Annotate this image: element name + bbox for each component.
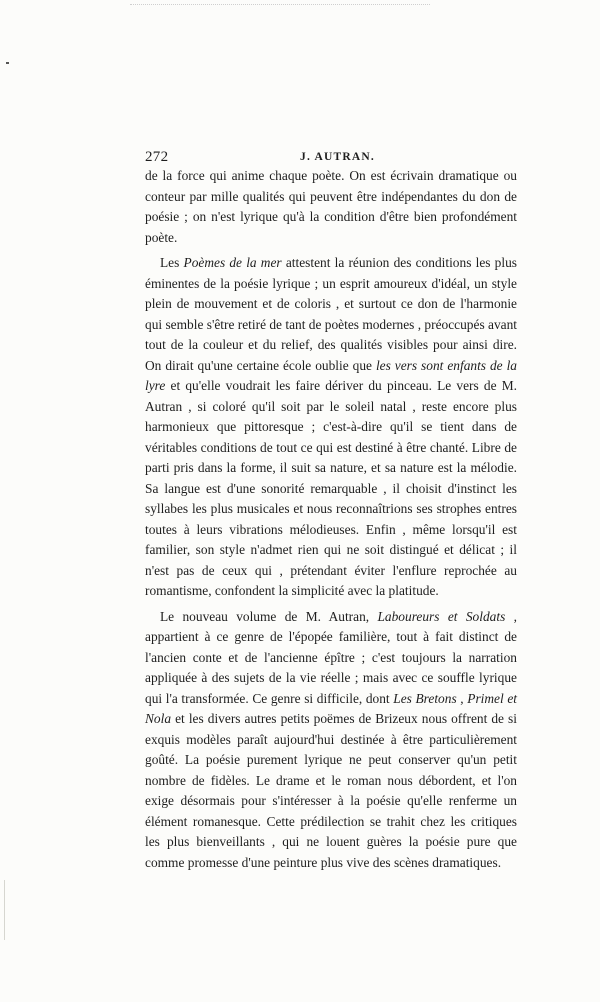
scan-mark [6, 62, 9, 64]
text-run: , appartient à ce genre de l'épopée familière, tout à fait distinct de l'ancien conte et de l'ancienne épître ; c'est toujours la narration appliquée à des sujets de la vie réelle ; mais avec ce souffle lyrique qui l'a transformée. Ce genre si difficile, dont [145, 608, 517, 706]
running-title: J. AUTRAN. [300, 151, 375, 163]
italic-title: Primel et Nola [145, 690, 517, 726]
page-header [145, 149, 517, 167]
italic-title: Les Bretons [393, 690, 457, 706]
paragraph-2 [145, 253, 517, 602]
text-run: et qu'elle voudrait les faire dériver du pinceau. Le vers de M. Autran , si coloré qu'il soit par le soleil natal , reste encore plus harmonieux que pittoresque ; c'est-à-dire qu'il se tient dans de véritables conditions de tout ce qui est destiné à être chanté. Libre de parti pris dans la forme, il suit sa nature, et sa nature est la mélodie. Sa langue est d'une sonorité remarquable , il choisit d'instinct les syllabes les plus musicales et nous reconnaîtrions ses strophes entres toutes à leurs vibrations mélodieuses. Enfin , même lorsqu'il est familier, son style n'admet rien qui ne soit distingué et délicat ; il n'est pas de ceux qui , prétendant éviter l'enflure reprochée au romantisme, confondent la simplicité avec la platitude. [145, 378, 517, 598]
text-run: Les [160, 255, 184, 270]
italic-quote: les vers sont enfants de la lyre [145, 357, 517, 393]
italic-title: Laboureurs et Soldats [377, 608, 506, 624]
page-number: 272 [145, 149, 169, 165]
italic-title: Poèmes de la mer [183, 255, 282, 270]
page-edge [4, 880, 5, 940]
text-run: Le nouveau volume de M. Autran, [160, 608, 378, 624]
text-run: attestent la réunion des conditions les plus éminentes de la poésie lyrique ; un esprit amoureux d'idéal, un style plein de mouvement et de coloris , et surtout ce don de l'harmonie qui semble s'être retiré de tant de poètes modernes , préoccupés avant tout de la couleur et du relief, des qualités visibles pour ainsi dire. On dirait qu'une certaine école oublie que [145, 255, 517, 373]
paragraph-1: de la force qui anime chaque poète. On est écrivain dramatique ou conteur par mille qualités qui peuvent être indépendantes du don de poésie ; on n'est lyrique qu'à la condition d'être bien profondément poète. [145, 168, 517, 245]
paragraph-3 [145, 607, 517, 874]
text-run: et les divers autres petits poëmes de Brizeux nous offrent de si exquis modèles paraît aujourd'hui destinée à être particulièrement goûté. La poésie purement lyrique ne peut conserver qu'un petit nombre de fidèles. Le drame et le roman nous débordent, et l'on exige désormais pour s'intéresser à la poésie qu'elle renferme un élément romanesque. Cette prédilection se trahit chez les critiques les plus bienveillants , qui ne louent guères la poésie pure que comme promesse d'une peinture plus vive des scènes dramatiques. [145, 711, 517, 870]
scan-artifact [130, 4, 430, 6]
text-run: , [456, 690, 468, 706]
body-text [145, 166, 517, 873]
